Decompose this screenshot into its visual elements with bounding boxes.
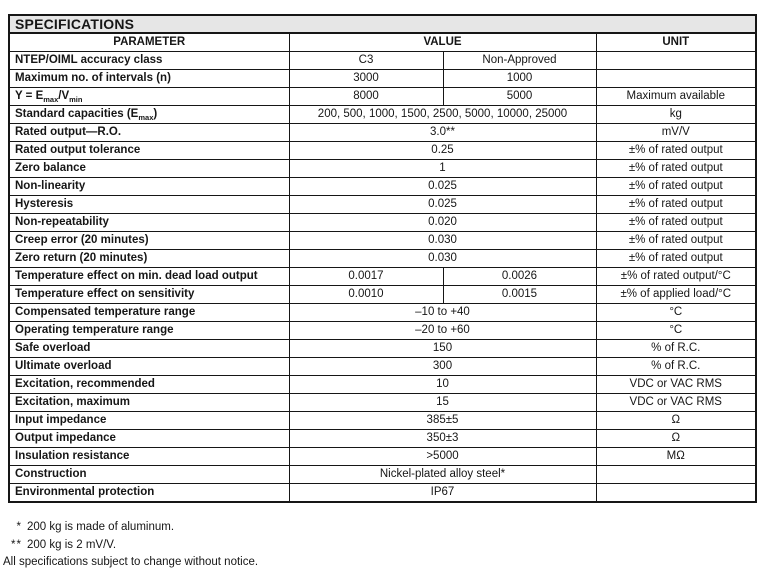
parameter-cell: Maximum no. of intervals (n) <box>9 70 289 88</box>
unit-cell: ±% of rated output <box>596 232 756 250</box>
value-cell: 0.0017 <box>289 268 443 286</box>
footnote-text: 200 kg is made of aluminum. <box>27 521 175 533</box>
table-row <box>9 250 756 268</box>
parameter-cell: Rated output—R.O. <box>9 124 289 142</box>
unit-cell: ±% of rated output <box>596 178 756 196</box>
value-cell: Nickel-plated alloy steel* <box>289 466 596 484</box>
value-cell: 0.025 <box>289 196 596 214</box>
table-row <box>9 358 756 376</box>
table-row <box>9 322 756 340</box>
value-cell: 200, 500, 1000, 1500, 2500, 5000, 10000, 25000 <box>289 106 596 124</box>
specifications-sheet <box>3 14 756 568</box>
parameter-cell: Zero balance <box>9 160 289 178</box>
parameter-cell: Environmental protection <box>9 484 289 503</box>
parameter-cell: Input impedance <box>9 412 289 430</box>
value-cell: Non-Approved <box>443 52 596 70</box>
parameter-cell: Output impedance <box>9 430 289 448</box>
parameter-cell: Temperature effect on sensitivity <box>9 286 289 304</box>
unit-cell: ±% of applied load/°C <box>596 286 756 304</box>
unit-cell: mV/V <box>596 124 756 142</box>
parameter-cell: Operating temperature range <box>9 322 289 340</box>
unit-cell: kg <box>596 106 756 124</box>
unit-cell: VDC or VAC RMS <box>596 394 756 412</box>
unit-cell: ±% of rated output <box>596 160 756 178</box>
unit-cell <box>596 466 756 484</box>
value-cell: –10 to +40 <box>289 304 596 322</box>
value-cell: 150 <box>289 340 596 358</box>
value-cell: C3 <box>289 52 443 70</box>
parameter-cell: Zero return (20 minutes) <box>9 250 289 268</box>
table-title: SPECIFICATIONS <box>9 15 756 33</box>
table-row <box>9 466 756 484</box>
value-cell: >5000 <box>289 448 596 466</box>
value-cell: 3.0** <box>289 124 596 142</box>
table-row <box>9 394 756 412</box>
table-row <box>9 214 756 232</box>
value-cell: IP67 <box>289 484 596 503</box>
unit-cell: ±% of rated output <box>596 196 756 214</box>
table-row <box>9 430 756 448</box>
parameter-cell: Standard capacities $(E_{max})$ <box>9 106 289 124</box>
value-cell: 10 <box>289 376 596 394</box>
specifications-table <box>8 14 757 503</box>
value-cell: 350±3 <box>289 430 596 448</box>
parameter-cell: Rated output tolerance <box>9 142 289 160</box>
unit-cell: VDC or VAC RMS <box>596 376 756 394</box>
unit-cell: % of R.C. <box>596 358 756 376</box>
unit-cell <box>596 52 756 70</box>
parameter-cell: Hysteresis <box>9 196 289 214</box>
parameter-cell: Compensated temperature range <box>9 304 289 322</box>
parameter-cell: $Y = E_{max}/V_{min}$ <box>9 88 289 106</box>
table-row <box>9 106 756 124</box>
value-cell: 3000 <box>289 70 443 88</box>
parameter-cell: Excitation, recommended <box>9 376 289 394</box>
parameter-cell: Construction <box>9 466 289 484</box>
table-header-row <box>9 33 756 52</box>
footnote-text: 200 kg is 2 mV/V. <box>27 538 117 551</box>
table-row <box>9 196 756 214</box>
value-cell: 5000 <box>443 88 596 106</box>
unit-cell: Ω <box>596 412 756 430</box>
table-row <box>9 160 756 178</box>
footnote-double-asterisk <box>3 537 258 555</box>
parameter-cell: Safe overload <box>9 340 289 358</box>
unit-cell <box>596 484 756 503</box>
value-cell: 0.0026 <box>443 268 596 286</box>
parameter-cell: Non-repeatability <box>9 214 289 232</box>
value-cell: 0.025 <box>289 178 596 196</box>
value-cell: 385±5 <box>289 412 596 430</box>
parameter-cell: Ultimate overload <box>9 358 289 376</box>
column-header-value: VALUE <box>289 33 596 52</box>
value-cell: 1 <box>289 160 596 178</box>
unit-cell <box>596 70 756 88</box>
footnote-single-asterisk <box>3 519 258 537</box>
table-row <box>9 178 756 196</box>
footnote-text: All specifications subject to change without notice. <box>3 556 259 568</box>
footnote-marker: * <box>16 521 22 533</box>
unit-cell: Maximum available <box>596 88 756 106</box>
unit-cell: ±% of rated output <box>596 250 756 268</box>
unit-cell: % of R.C. <box>596 340 756 358</box>
table-row <box>9 304 756 322</box>
value-cell: 15 <box>289 394 596 412</box>
table-row <box>9 70 756 88</box>
table-row <box>9 484 756 503</box>
table-row <box>9 376 756 394</box>
footnote-general <box>3 554 258 572</box>
unit-cell: ±% of rated output <box>596 142 756 160</box>
table-row <box>9 340 756 358</box>
value-cell: –20 to +60 <box>289 322 596 340</box>
parameter-cell: Non-linearity <box>9 178 289 196</box>
table-row <box>9 286 756 304</box>
footnote-marker: ** <box>11 538 22 551</box>
value-cell: 300 <box>289 358 596 376</box>
unit-cell: MΩ <box>596 448 756 466</box>
value-cell: 0.0010 <box>289 286 443 304</box>
value-cell: 0.030 <box>289 232 596 250</box>
column-header-unit: UNIT <box>596 33 756 52</box>
parameter-cell: Excitation, maximum <box>9 394 289 412</box>
column-header-parameter: PARAMETER <box>9 33 289 52</box>
unit-cell: ±% of rated output/°C <box>596 268 756 286</box>
value-cell: 0.030 <box>289 250 596 268</box>
unit-cell: °C <box>596 304 756 322</box>
table-title-row <box>9 15 756 33</box>
table-row <box>9 412 756 430</box>
parameter-cell: Insulation resistance <box>9 448 289 466</box>
table-row <box>9 88 756 106</box>
table-row <box>9 124 756 142</box>
unit-cell: °C <box>596 322 756 340</box>
parameter-cell: Temperature effect on min. dead load output <box>9 268 289 286</box>
unit-cell: Ω <box>596 430 756 448</box>
parameter-cell: Creep error (20 minutes) <box>9 232 289 250</box>
table-row <box>9 142 756 160</box>
footnotes <box>3 519 258 572</box>
table-row <box>9 448 756 466</box>
value-cell: 0.020 <box>289 214 596 232</box>
value-cell: 0.0015 <box>443 286 596 304</box>
table-row <box>9 52 756 70</box>
parameter-cell: NTEP/OIML accuracy class <box>9 52 289 70</box>
table-row <box>9 268 756 286</box>
unit-cell: ±% of rated output <box>596 214 756 232</box>
table-row <box>9 232 756 250</box>
value-cell: 0.25 <box>289 142 596 160</box>
value-cell: 1000 <box>443 70 596 88</box>
value-cell: 8000 <box>289 88 443 106</box>
